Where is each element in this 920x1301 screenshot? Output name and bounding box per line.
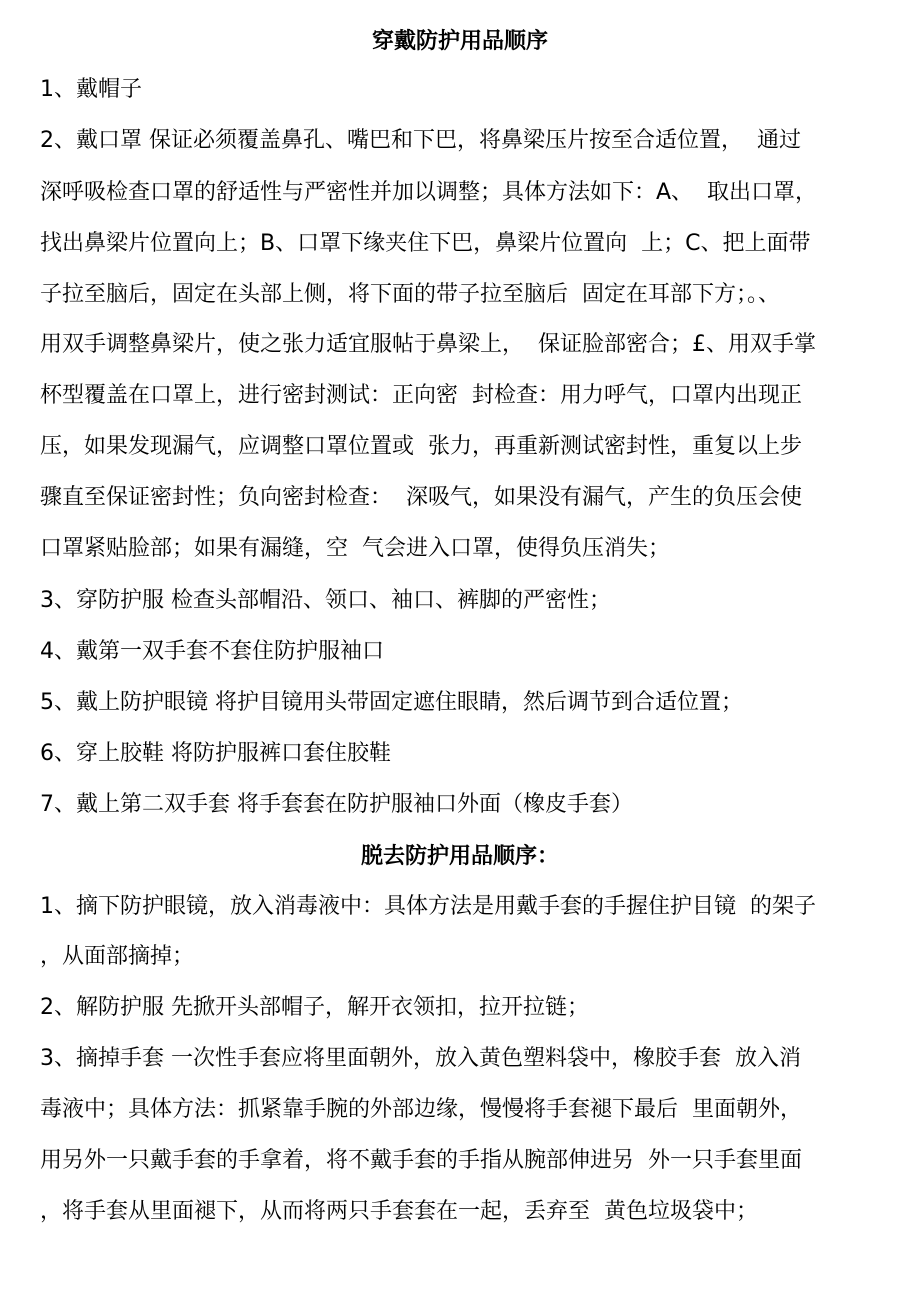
doffing-title: 脱去防护用品顺序： [360,844,559,869]
doffing-line-7: ，将手套从里面褪下，从而将两只手套套在一起，丢弃至 黄色垃圾袋中； [40,1199,758,1224]
donning-line-8: 压，如果发现漏气，应调整口罩位置或 张力，再重新测试密封性，重复以上步 [40,434,802,459]
donning-line-15: 7、戴上第二双手套 将手套套在防护服袖口外面（橡皮手套） [40,792,633,817]
donning-line-4: 找出鼻梁片位置向上；B、口罩下缘夹住下巴，鼻梁片位置向 上；C、把上面带 [40,231,811,256]
donning-title: 穿戴防护用品顺序 [371,29,548,54]
doffing-line-2: ，从面部摘掉； [40,944,195,969]
donning-line-6: 用双手调整鼻梁片，使之张力适宜服帖于鼻梁上， 保证脸部密合；£、用双手掌 [40,332,816,357]
donning-line-1: 1、戴帽子 [40,77,142,102]
doffing-line-4: 3、摘掉手套 一次性手套应将里面朝外，放入黄色塑料袋中，橡胶手套 放入消 [40,1046,801,1071]
donning-line-9: 骤直至保证密封性；负向密封检查： 深吸气，如果没有漏气，产生的负压会使 [40,485,802,510]
donning-line-14: 6、穿上胶鞋 将防护服裤口套住胶鞋 [40,741,391,766]
donning-line-12: 4、戴第一双手套不套住防护服袖口 [40,639,384,664]
doffing-line-5: 毒液中；具体方法：抓紧靠手腕的外部边缘，慢慢将手套褪下最后 里面朝外， [40,1097,802,1122]
donning-line-10: 口罩紧贴脸部；如果有漏缝，空 气会进入口罩，使得负压消失； [40,536,670,561]
donning-line-2: 2、戴口罩 保证必须覆盖鼻孔、嘴巴和下巴，将鼻梁压片按至合适位置， 通过 [40,128,801,153]
donning-line-3: 深呼吸检查口罩的舒适性与严密性并加以调整；具体方法如下：A、 取出口罩， [40,180,818,205]
donning-line-5: 子拉至脑后，固定在头部上侧，将下面的带子拉至脑后 固定在耳部下方；。、 [40,282,780,307]
donning-line-11: 3、穿防护服 检查头部帽沿、领口、袖口、裤脚的严密性； [40,588,611,613]
donning-line-7: 杯型覆盖在口罩上，进行密封测试：正向密 封检查：用力呼气，口罩内出现正 [40,383,802,408]
donning-line-13: 5、戴上防护眼镜 将护目镜用头带固定遮住眼睛，然后调节到合适位置； [40,690,743,715]
doffing-line-3: 2、解防护服 先掀开头部帽子，解开衣领扣，拉开拉链； [40,995,589,1020]
doffing-line-6: 用另外一只戴手套的手拿着，将不戴手套的手指从腕部伸进另 外一只手套里面 [40,1148,802,1173]
doffing-line-1: 1、摘下防护眼镜，放入消毒液中：具体方法是用戴手套的手握住护目镜 的架子 [40,894,816,919]
